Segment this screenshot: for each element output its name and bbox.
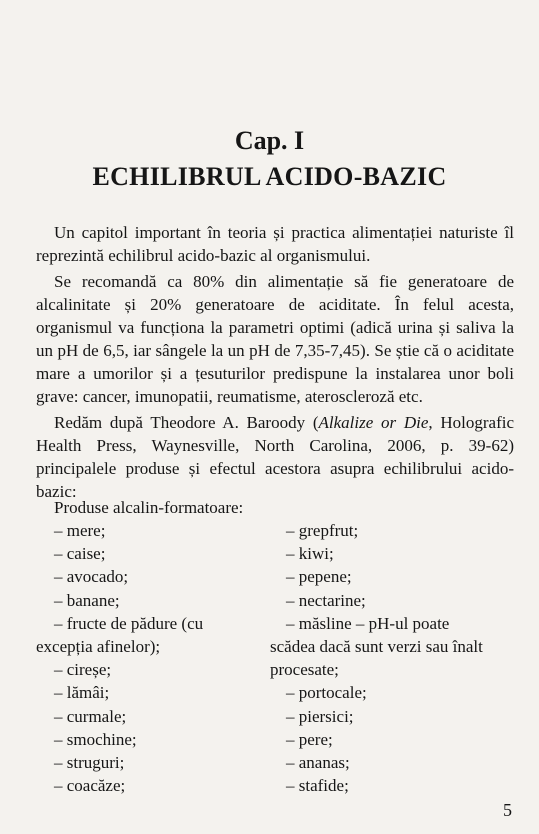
list-item: – struguri; (54, 753, 125, 773)
chapter-heading (0, 126, 539, 192)
list-item-continuation: excepția afinelor); (36, 637, 161, 657)
paragraph-source (36, 411, 514, 503)
food-list-right-column (270, 519, 520, 797)
list-item: – pepene; (286, 567, 352, 587)
list-item: – caise; (54, 544, 106, 564)
list-item: – fructe de pădure (cu (54, 613, 204, 633)
chapter-title: ECHILIBRUL ACIDO-BAZIC (92, 162, 447, 191)
list-item: – piersici; (286, 706, 354, 726)
list-item: – cireșe; (54, 660, 112, 680)
source-text-after: , Holografic Health Press, Waynesville, North Carolina, 2006, p. 39-62) principalele produse și efectul acestora asupra echilibrului acido-bazic: (36, 413, 515, 501)
list-item: – nectarine; (286, 590, 366, 610)
paragraph-recommendation: Se recomandă ca 80% din alimentație să fie generatoare de alcalinitate și 20% generatoare de aciditate. În felul acesta, organismul va funcționa la parametri optimi (adică urina și saliva la un pH de 6,5, iar sângele la un pH de 7,35-7,45). Se știe că o aciditate mare a umorilor și a țesuturilor predispune la instalarea unor boli grave: cancer, imunopatii, reumatisme, ateroscleroză etc. (36, 272, 514, 406)
page-number: 5 (503, 800, 512, 820)
source-text-before: Redăm după Theodore A. Baroody ( (54, 413, 319, 432)
food-list (36, 496, 514, 796)
list-item: – lămâi; (54, 683, 110, 703)
list-item: – grepfrut; (286, 521, 359, 540)
source-book-title: Alkalize or Die (318, 413, 429, 432)
list-item: – mere; (54, 521, 106, 540)
paragraph-intro: Un capitol important în teoria și practica alimentației naturiste îl reprezintă echilibrul acido-bazic al organismului. (36, 223, 514, 265)
list-item: – ananas; (286, 753, 350, 773)
list-item-continuation: scădea dacă sunt verzi sau înalt (270, 637, 483, 657)
chapter-label: Cap. I (234, 126, 305, 155)
list-item: – stafide; (286, 776, 349, 796)
list-item: – avocado; (54, 567, 129, 587)
list-item: – pere; (286, 729, 333, 749)
list-item: – coacăze; (54, 776, 126, 796)
list-item: – măsline – pH-ul poate (286, 613, 450, 633)
food-list-heading: Produse alcalin-formatoare: (54, 498, 244, 517)
list-item: – curmale; (54, 706, 127, 726)
list-item: – kiwi; (286, 544, 334, 564)
list-item-continuation: procesate; (270, 660, 339, 680)
list-item: – portocale; (286, 683, 367, 703)
body-text (36, 221, 514, 506)
list-item: – banane; (54, 590, 120, 610)
list-item: – smochine; (54, 729, 137, 749)
food-list-left-column (36, 519, 266, 797)
